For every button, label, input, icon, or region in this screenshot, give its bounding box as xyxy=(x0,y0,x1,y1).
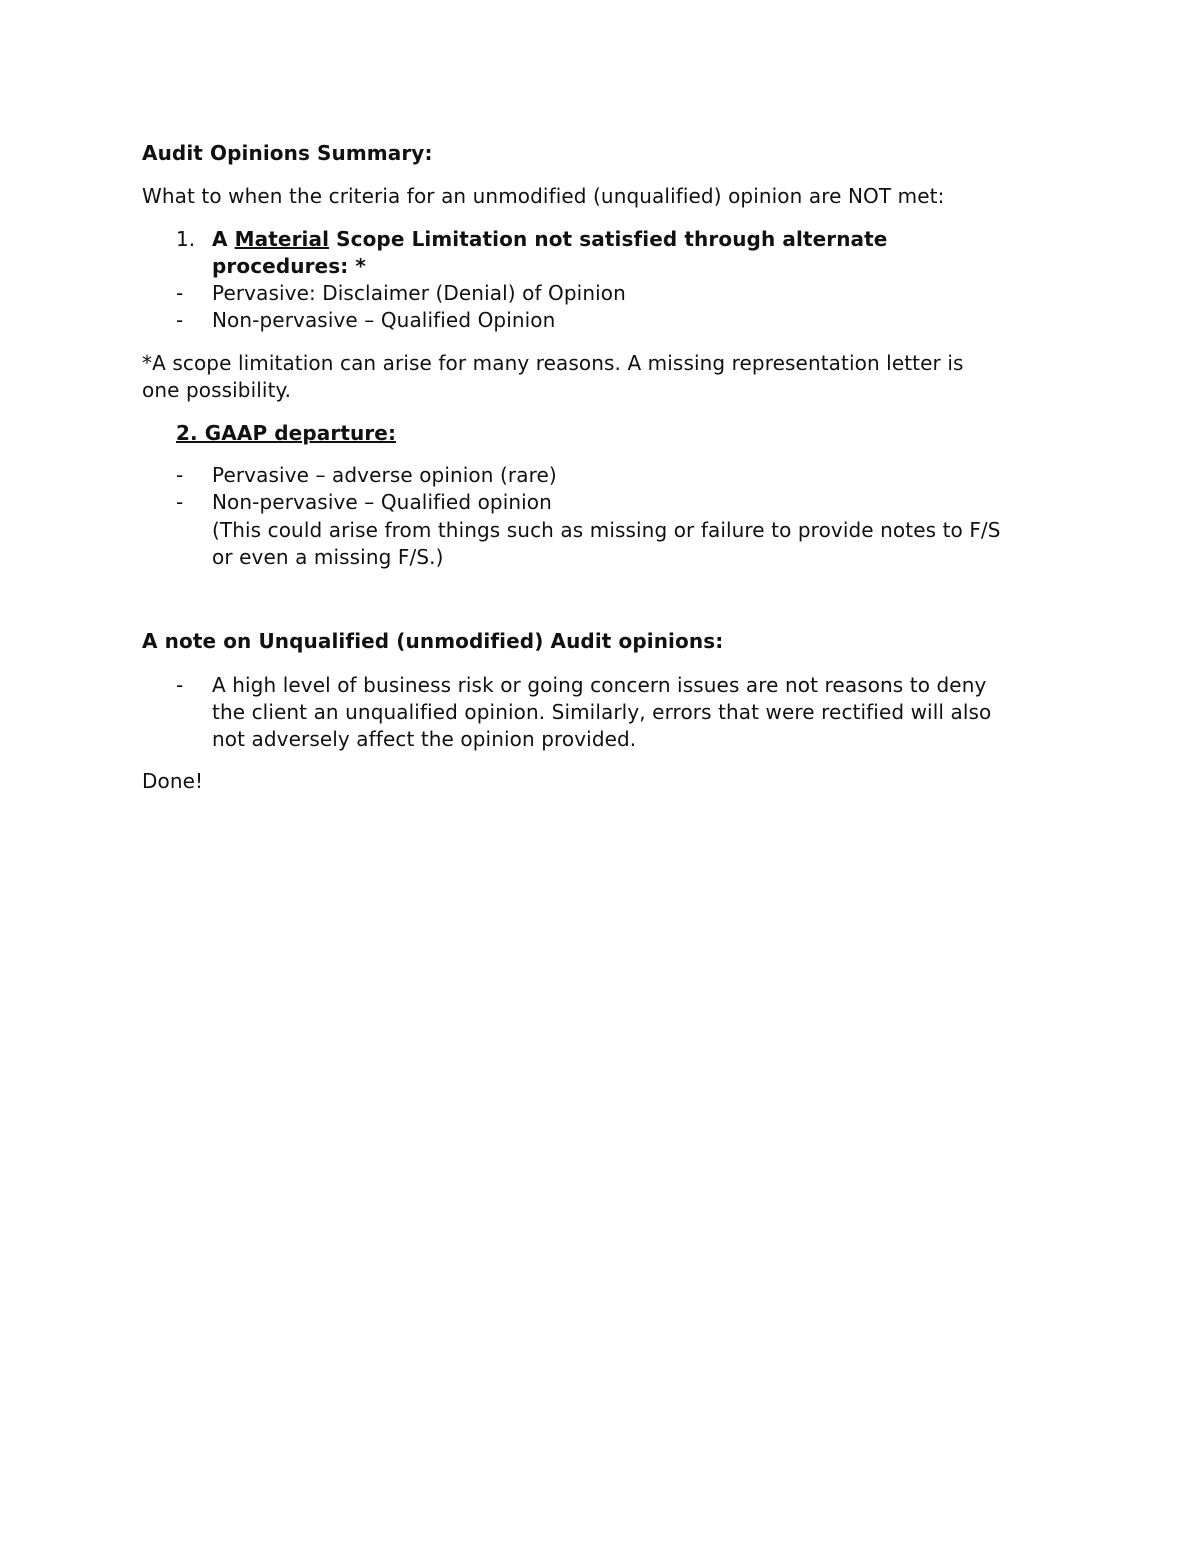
bullet-dash: - xyxy=(176,463,184,487)
section3-bullet-line3: not adversely affect the opinion provided. xyxy=(212,727,637,751)
section1-number: 1. xyxy=(176,227,196,251)
bullet-dash: - xyxy=(176,673,184,697)
section3-bullet-line2: the client an unqualified opinion. Similarly, errors that were rectified will also xyxy=(212,700,992,724)
section3-bullet-line1: A high level of business risk or going concern issues are not reasons to deny xyxy=(212,673,987,697)
footnote-line1: *A scope limitation can arise for many reasons. A missing representation letter is xyxy=(142,351,964,375)
section2-bullet-2: Non-pervasive – Qualified opinion xyxy=(212,490,552,514)
intro-text: What to when the criteria for an unmodified (unqualified) opinion are NOT met: xyxy=(142,184,945,208)
footnote-line2: one possibility. xyxy=(142,378,292,402)
section2-bullet-1: Pervasive – adverse opinion (rare) xyxy=(212,463,557,487)
bullet-dash: - xyxy=(176,490,184,514)
section1-heading-line1 xyxy=(212,226,887,253)
bullet-dash: - xyxy=(176,308,184,332)
document-title: Audit Opinions Summary: xyxy=(142,141,433,165)
section2-note-line1: (This could arise from things such as missing or failure to provide notes to F/S xyxy=(212,518,1001,542)
closing-text: Done! xyxy=(142,769,204,793)
section2-heading: 2. GAAP departure: xyxy=(176,421,397,445)
section1-heading-prefix: A xyxy=(212,227,235,251)
bullet-dash: - xyxy=(176,281,184,305)
section2-note-line2: or even a missing F/S.) xyxy=(212,545,444,569)
section1-bullet-1: Pervasive: Disclaimer (Denial) of Opinion xyxy=(212,281,626,305)
section1-heading-line2: procedures: * xyxy=(212,254,366,278)
section1-heading-underlined: Material xyxy=(234,227,330,251)
section1-heading-rest: Scope Limitation not satisfied through alternate xyxy=(329,227,888,251)
section3-heading: A note on Unqualified (unmodified) Audit opinions: xyxy=(142,629,724,653)
section1-bullet-2: Non-pervasive – Qualified Opinion xyxy=(212,308,556,332)
